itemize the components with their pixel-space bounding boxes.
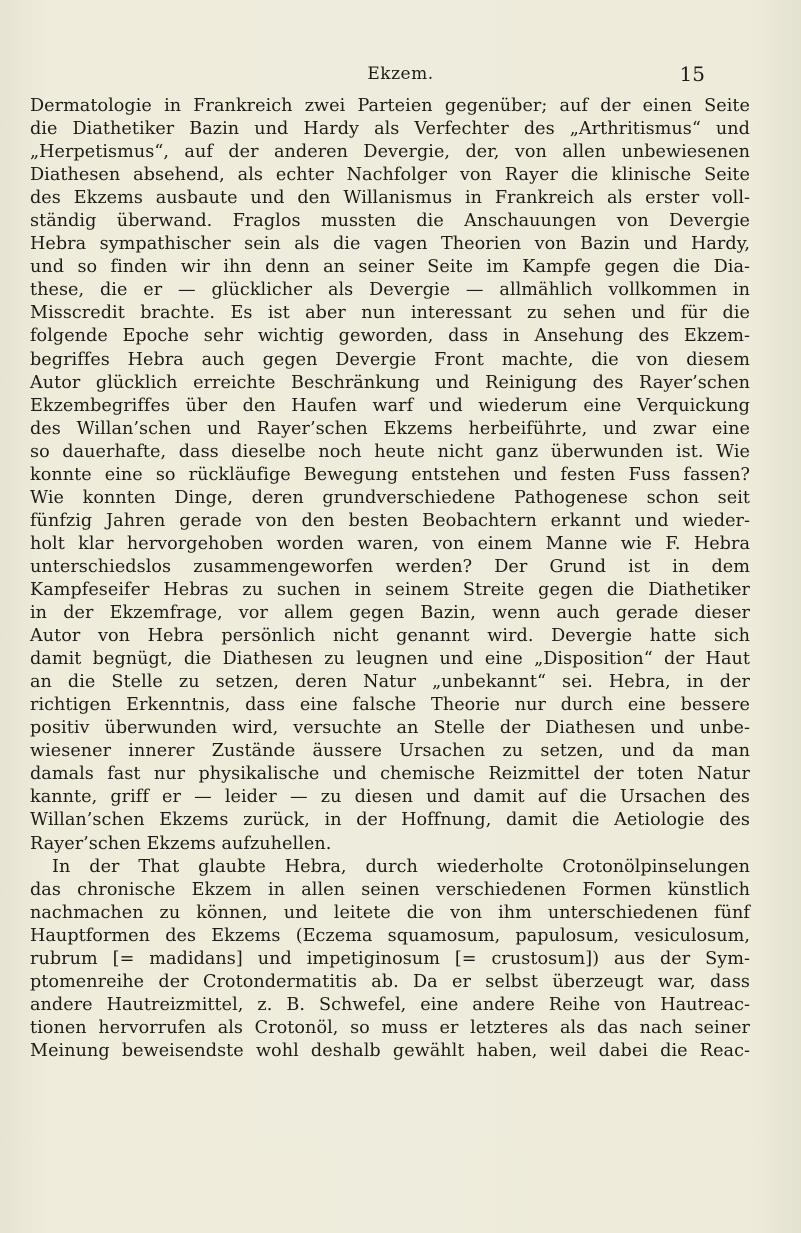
text-line: positiv überwunden wird, versuchte an Stelle der Diathesen und unbe- bbox=[30, 718, 750, 739]
text-line: damals fast nur physikalische und chemische Reizmittel der toten Natur bbox=[30, 764, 750, 785]
text-line: wiesener innerer Zustände äussere Ursachen zu setzen, und da man bbox=[30, 741, 750, 762]
text-line: begriffes Hebra auch gegen Devergie Front machte, die von diesem bbox=[30, 349, 750, 370]
text-line: Rayer’schen Ekzems aufzuhellen. bbox=[30, 833, 332, 854]
text-line: Hebra sympathischer sein als die vagen Theorien von Bazin und Hardy, bbox=[30, 234, 750, 255]
text-line: kannte, griff er — leider — zu diesen und damit auf die Ursachen des bbox=[30, 787, 750, 808]
text-line: In der That glaubte Hebra, durch wiederholte Crotonölpinselungen bbox=[52, 856, 750, 877]
text-line: nachmachen zu können, und leitete die von ihm unterschiedenen fünf bbox=[30, 902, 750, 923]
text-line: these, die er — glücklicher als Devergie — allmählich vollkommen in bbox=[30, 280, 750, 301]
text-line: „Herpetismus“, auf der anderen Devergie, der, von allen unbewiesenen bbox=[30, 142, 750, 163]
text-line: konnte eine so rückläufige Bewegung entstehen und festen Fuss fassen? bbox=[30, 464, 750, 485]
text-line: so dauerhafte, dass dieselbe noch heute nicht ganz überwunden ist. Wie bbox=[30, 441, 750, 462]
text-line: ständig überwand. Fraglos mussten die Anschauungen von Devergie bbox=[30, 211, 750, 232]
text-line: holt klar hervorgehoben worden waren, von einem Manne wie F. Hebra bbox=[30, 533, 750, 554]
text-line: und so finden wir ihn denn an seiner Seite im Kampfe gegen die Dia- bbox=[30, 257, 750, 278]
running-head bbox=[0, 62, 801, 86]
running-title: Ekzem. bbox=[367, 64, 434, 84]
text-line: Willan’schen Ekzems zurück, in der Hoffnung, damit die Aetiologie des bbox=[30, 810, 750, 831]
text-line: richtigen Erkenntnis, dass eine falsche Theorie nur durch eine bessere bbox=[30, 695, 750, 716]
text-line: Misscredit brachte. Es ist aber nun interessant zu sehen und für die bbox=[30, 303, 750, 324]
text-line: Wie konnten Dinge, deren grundverschiedene Pathogenese schon seit bbox=[30, 487, 750, 508]
text-line: folgende Epoche sehr wichtig geworden, dass in Ansehung des Ekzem- bbox=[30, 326, 750, 347]
text-line: unterschiedslos zusammengeworfen werden? Der Grund ist in dem bbox=[30, 556, 750, 577]
text-line: die Diathetiker Bazin und Hardy als Verfechter des „Arthritismus“ und bbox=[30, 119, 750, 140]
text-line: andere Hautreizmittel, z. B. Schwefel, eine andere Reihe von Hautreac- bbox=[30, 994, 750, 1015]
text-line: tionen hervorrufen als Crotonöl, so muss er letzteres als das nach seiner bbox=[30, 1017, 750, 1038]
text-line: Dermatologie in Frankreich zwei Parteien gegenüber; auf der einen Seite bbox=[30, 96, 750, 116]
text-line: rubrum [= madidans] und impetiginosum [= crustosum]) aus der Sym- bbox=[30, 948, 750, 969]
text-line: Autor glücklich erreichte Beschränkung und Reinigung des Rayer’schen bbox=[30, 372, 750, 393]
text-line: Hauptformen des Ekzems (Eczema squamosum, papulosum, vesiculosum, bbox=[30, 925, 750, 946]
text-line: Diathesen absehend, als echter Nachfolger von Rayer die klinische Seite bbox=[30, 165, 750, 186]
body-text bbox=[30, 95, 750, 1063]
text-line: des Ekzems ausbaute und den Willanismus in Frankreich als erster voll- bbox=[30, 188, 750, 209]
text-line: Meinung beweisendste wohl deshalb gewählt haben, weil dabei die Reac- bbox=[30, 1040, 750, 1061]
text-line: Ekzembegriffes über den Haufen warf und wiederum eine Verquickung bbox=[30, 395, 750, 416]
text-line: damit begnügt, die Diathesen zu leugnen und eine „Disposition“ der Haut bbox=[30, 649, 750, 670]
text-line: Autor von Hebra persönlich nicht genannt wird. Devergie hatte sich bbox=[30, 626, 750, 647]
text-line: ptomenreihe der Crotondermatitis ab. Da er selbst überzeugt war, dass bbox=[30, 971, 750, 992]
text-line: des Willan’schen und Rayer’schen Ekzems herbeiführte, und zwar eine bbox=[30, 418, 750, 439]
text-line: an die Stelle zu setzen, deren Natur „unbekannt“ sei. Hebra, in der bbox=[30, 672, 750, 693]
text-line: in der Ekzemfrage, vor allem gegen Bazin, wenn auch gerade dieser bbox=[30, 603, 750, 624]
text-line: Kampfeseifer Hebras zu suchen in seinem Streite gegen die Diathetiker bbox=[30, 579, 750, 600]
page-number: 15 bbox=[679, 62, 705, 86]
text-line: das chronische Ekzem in allen seinen verschiedenen Formen künstlich bbox=[30, 879, 750, 900]
text-line: fünfzig Jahren gerade von den besten Beobachtern erkannt und wieder- bbox=[30, 510, 750, 531]
